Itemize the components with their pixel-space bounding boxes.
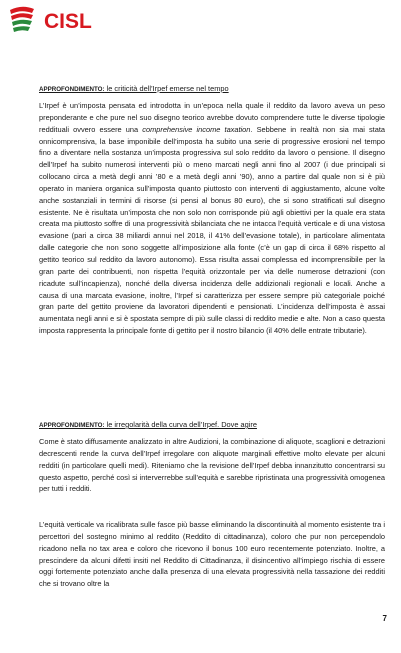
section-heading: le irregolarità della curva dell’Irpef. Dove agire (104, 420, 257, 429)
section-title-criticita (39, 84, 229, 94)
section-title-irregolarita (39, 420, 257, 430)
section-heading: le criticità dell’Irpef emerse nel tempo (104, 84, 229, 93)
paragraph-text: . Sebbene in realtà non sia mai stata onnicomprensiva, la base imponibile dell’imposta ha subito una serie di progressive erosioni nel tempo fino a diventare nella sostanza un’imposta progressiva sul solo reddito da lavoro o pensione. Il disegno dell’Irpef ha subito numerosi interventi più o meno marcati negli anni fino al 2007 (i due principali si collocano circa a metà degli anni ’80 e a metà degli anni ’90), anno a partire dal quale non si è più operato in maniera organica sull’imposta quanto piuttosto con interventi di aggiustamento, alcune volte anche sostanziali in termini di risorse (si pensi al bonus 80 euro), che si sono stratificati sul disegno esistente. Ne è risultata un’imposta che non solo non corrisponde più agli obiettivi per la quale era stata creata ma piuttosto soffre di una progressività sbilanciata che ne intacca l’equità verticale e di una vistosa evasione (pari a circa 38 miliardi annui nel 2018, il 41% dell’evasione totale), in particolare alimentata dalle categorie che non sono soggette all’imposizione alla fonte (c’è un gap di circa il 68% rispetto al gettito teorico sul reddito da lavoro autonomo). Essa risulta assai complessa ed incomprensibile per la gran parte dei contribuenti, non rispetta l’equità orizzontale per via delle numerose detrazioni (con ricadute sull’incapienza), nonché della diversa incidenza delle addizionali regionali e locali. Anche a causa di una marcata evasione, inoltre, l’Irpef si caratterizza per essere sempre più categoriale poiché gran parte del gettito proviene da lavoratori dipendenti e pensionati. L’incidenza dell’imposta è assai aumentata negli anni e si è spostata sempre di più sulle classi di reddito medie e alte. Non a caso questa imposta rappresenta la principale fonte di gettito per il nostro bilancio (il 40% delle entrate tributarie). (39, 124, 386, 336)
page-number: 7 (382, 614, 387, 623)
paragraph-text: L’Irpef è un’imposta pensata ed introdotta in un’epoca nella quale il reddito da lavoro aveva un peso preponderante e che pure nel suo disegno teorico avrebbe dovuto comprendere tutte le diverse tipologie reddituali ovvero essere una (39, 101, 385, 134)
cisl-logo (8, 4, 92, 36)
paragraph-vertical-equity: L’equità verticale va ricalibrata sulle fasce più basse eliminando la discontinuità al momento esistente tra i percettori del sostegno minimo al reddito (Reddito di cittadinanza), coloro che pur non percependolo ricadono nella no tax area e coloro che ricevono il bonus 100 euro recentemente potenziato. Inoltre, a prescindere da alcuni difetti insiti nel Reddito di Cittadinanza, il disincentivo all’impiego rischia di essere oggi fortemente potenziato anche dalla presenza di una elevata progressività nella tassazione dei redditi che si trovano oltre la (39, 520, 385, 589)
paragraph-curve-irregularity: Come è stato diffusamente analizzato in altre Audizioni, la combinazione di aliquote, scaglioni e detrazioni decrescenti rende la curva dell’Irpef irregolare con aliquote marginali effettive molto elevate per alcuni redditi (in particolare quelli medi). Riteniamo che la revisione dell’Irpef debba innanzitutto concentrarsi su questo aspetto, perché così si interverrebbe sull’equità e sarebbe ripristinata una progressività omogenea per tutti i redditi. (39, 437, 385, 494)
section-tag: APPROFONDIMENTO: (39, 422, 105, 429)
paragraph-irpef-history (39, 100, 385, 337)
cisl-logo-text: CISL (44, 10, 92, 33)
emphasis-text: comprehensive income taxation (142, 124, 251, 134)
section-tag: APPROFONDIMENTO: (39, 86, 105, 93)
cisl-logo-mark (8, 4, 42, 34)
